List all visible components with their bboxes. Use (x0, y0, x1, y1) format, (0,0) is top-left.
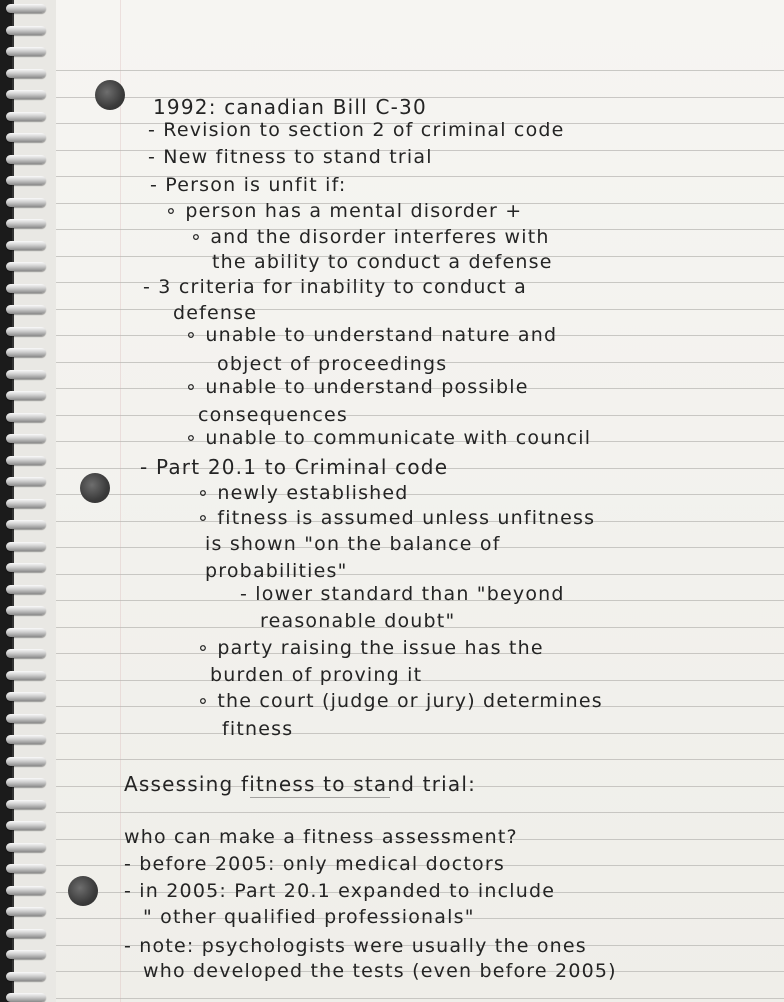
spiral-coil (6, 262, 46, 271)
spiral-coil (6, 26, 46, 35)
spiral-coil (6, 950, 46, 959)
note-line-18: is shown "on the balance of (205, 533, 501, 555)
spiral-coil (6, 800, 46, 809)
spiral-coil (6, 477, 46, 486)
note-line-17: ∘ fitness is assumed unless unfitness (197, 507, 596, 529)
punch-hole-top (95, 80, 125, 110)
spiral-coil (6, 649, 46, 658)
spiral-coil (6, 198, 46, 207)
note-line-10: ∘ unable to understand nature and (185, 324, 558, 346)
spiral-coil (6, 327, 46, 336)
spiral-coil (6, 714, 46, 723)
spiral-coil (6, 929, 46, 938)
spiral-coil (6, 391, 46, 400)
note-line-6: ∘ and the disorder interferes with (190, 226, 550, 248)
spiral-coil (6, 241, 46, 250)
spiral-coil (6, 112, 46, 121)
spiral-coil (6, 69, 46, 78)
note-line-4: - Person is unfit if: (150, 174, 347, 196)
note-line-13: consequences (198, 404, 348, 426)
spiral-coil (6, 305, 46, 314)
note-line-8: - 3 criteria for inability to conduct a (143, 276, 527, 298)
note-line-24: ∘ the court (judge or jury) determines (197, 690, 603, 712)
note-line-14: ∘ unable to communicate with council (185, 427, 592, 449)
note-line-5: ∘ person has a mental disorder + (165, 200, 523, 222)
spiral-coil (6, 520, 46, 529)
spiral-coil (6, 4, 46, 13)
note-line-21: reasonable doubt" (260, 610, 456, 632)
note-line-9: defense (173, 302, 258, 324)
spiral-coil (6, 864, 46, 873)
ruled-line (0, 759, 784, 760)
spiral-coil (6, 886, 46, 895)
note-line-1: 1992: canadian Bill C-30 (153, 95, 427, 119)
note-line-15: - Part 20.1 to Criminal code (140, 455, 449, 479)
note-line-2: - Revision to section 2 of criminal code (148, 119, 565, 141)
note-line-22: ∘ party raising the issue has the (197, 637, 544, 659)
spiral-coil (6, 692, 46, 701)
note-line-30: " other qualified professionals" (143, 906, 475, 928)
spiral-coil (6, 542, 46, 551)
note-line-11: object of proceedings (217, 353, 448, 375)
spiral-coil (6, 90, 46, 99)
spiral-coil (6, 499, 46, 508)
section-heading: Assessing fitness to stand trial: (124, 772, 477, 796)
spiral-coil (6, 972, 46, 981)
note-line-23: burden of proving it (210, 664, 423, 686)
note-line-27: who can make a fitness assessment? (124, 826, 518, 848)
note-line-29: - in 2005: Part 20.1 expanded to include (124, 880, 556, 902)
spiral-coil (6, 219, 46, 228)
punch-hole-middle (80, 473, 110, 503)
spiral-coil (6, 671, 46, 680)
spiral-coil (6, 778, 46, 787)
ruled-line (0, 70, 784, 71)
spiral-binding (0, 0, 56, 1002)
spiral-coil (6, 176, 46, 185)
spiral-coil (6, 370, 46, 379)
ruled-line (0, 733, 784, 734)
spiral-coil (6, 628, 46, 637)
spiral-coil (6, 413, 46, 422)
note-line-28: - before 2005: only medical doctors (124, 853, 505, 875)
scribble-mark (250, 797, 390, 798)
spiral-coil (6, 907, 46, 916)
note-line-20: - lower standard than "beyond (240, 583, 565, 605)
spiral-coil (6, 348, 46, 357)
ruled-line (0, 812, 784, 813)
spiral-coil (6, 563, 46, 572)
spiral-coil (6, 757, 46, 766)
spiral-coil (6, 456, 46, 465)
note-line-31: - note: psychologists were usually the ones (124, 935, 587, 957)
spiral-coil (6, 284, 46, 293)
spiral-coil (6, 993, 46, 1002)
note-line-7: the ability to conduct a defense (212, 251, 553, 273)
spiral-coil (6, 606, 46, 615)
ruled-line (0, 415, 784, 416)
ruled-line (0, 176, 784, 177)
spiral-coil (6, 155, 46, 164)
spiral-coil (6, 585, 46, 594)
spiral-coil (6, 133, 46, 142)
spiral-coil (6, 735, 46, 744)
ruled-line (0, 574, 784, 575)
note-line-19: probabilities" (205, 560, 348, 582)
note-line-32: who developed the tests (even before 2005) (143, 960, 617, 982)
ruled-line (0, 998, 784, 999)
note-line-12: ∘ unable to understand possible (185, 376, 529, 398)
spiral-coil (6, 821, 46, 830)
spiral-coil (6, 47, 46, 56)
spiral-coil (6, 843, 46, 852)
note-line-3: - New fitness to stand trial (148, 146, 433, 168)
spiral-coil (6, 434, 46, 443)
note-line-25: fitness (222, 718, 294, 740)
punch-hole-bottom (68, 876, 98, 906)
ruled-line (0, 309, 784, 310)
note-line-16: ∘ newly established (197, 482, 409, 504)
